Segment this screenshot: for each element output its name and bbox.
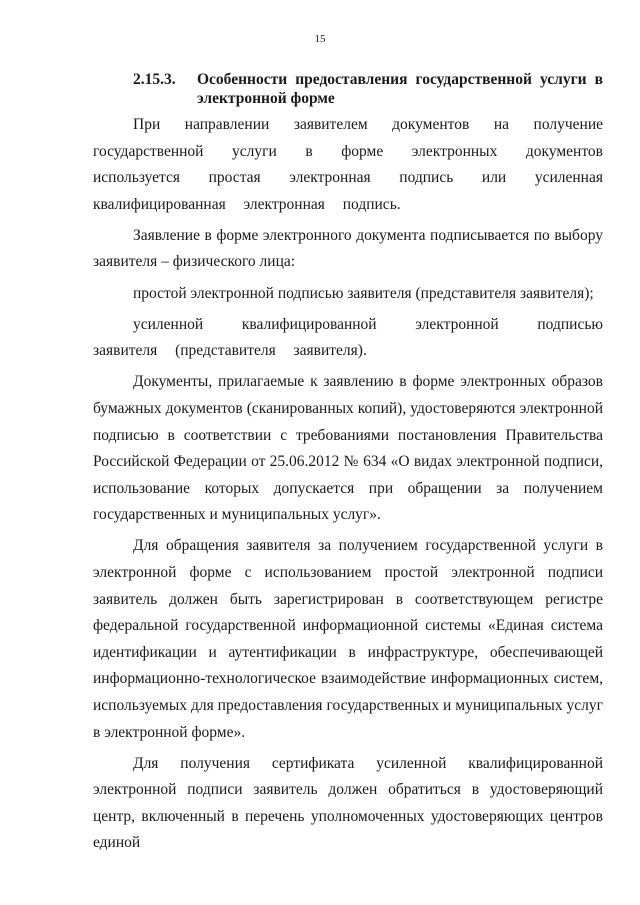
section-heading [133, 70, 603, 108]
paragraph-certificate: Для получения сертификата усиленной квалифицированной электронной подписи заявитель должен обратиться в удостоверяющий центр, включенный в перечень уполномоченных удостоверяющих центров единой [93, 754, 603, 852]
section-title: Особенности предоставления государственной услуги в электронной форме [197, 71, 603, 107]
page-number: 15 [314, 33, 326, 45]
paragraph-application-signing: Заявление в форме электронного документа подписывается по выбору заявителя – физического лица: [93, 226, 603, 271]
section-number: 2.15.3. [133, 71, 176, 88]
paragraph-attached-documents: Документы, прилагаемые к заявлению в форме электронных образов бумажных документов (сканированных копий), удостоверяются электронной подписью в соответствии с требованиями постановления Правительства Российской Федерации от 25.06.2012 № 634 «О видах электронной подписи, использование которых допускается при обращении за получением государственных и муниципальных услуг». [93, 373, 603, 524]
paragraph-qualified-signature: усиленной квалифицированной электронной подписью заявителя (представителя заявителя). [93, 315, 603, 360]
paragraph-registration: Для обращения заявителя за получением государственной услуги в электронной форме с использованием простой электронной подписи заявитель должен быть зарегистрирован в соответствующем регистре федеральной государственной информационной системы «Единая система идентификации и аутентификации в инфраструктуре, обеспечивающей информационно-технологическое взаимодействие информационных систем, используемых для предоставления государственных и муниципальных услуг в электронной форме». [93, 537, 603, 741]
document-body [93, 112, 603, 862]
paragraph-signature-types: При направлении заявителем документов на получение государственной услуги в форме электронных документов используется простая электронная подпись или усиленная квалифицированная электронная подпись. [93, 116, 603, 213]
paragraph-simple-signature: простой электронной подписью заявителя (представителя заявителя); [133, 284, 594, 302]
